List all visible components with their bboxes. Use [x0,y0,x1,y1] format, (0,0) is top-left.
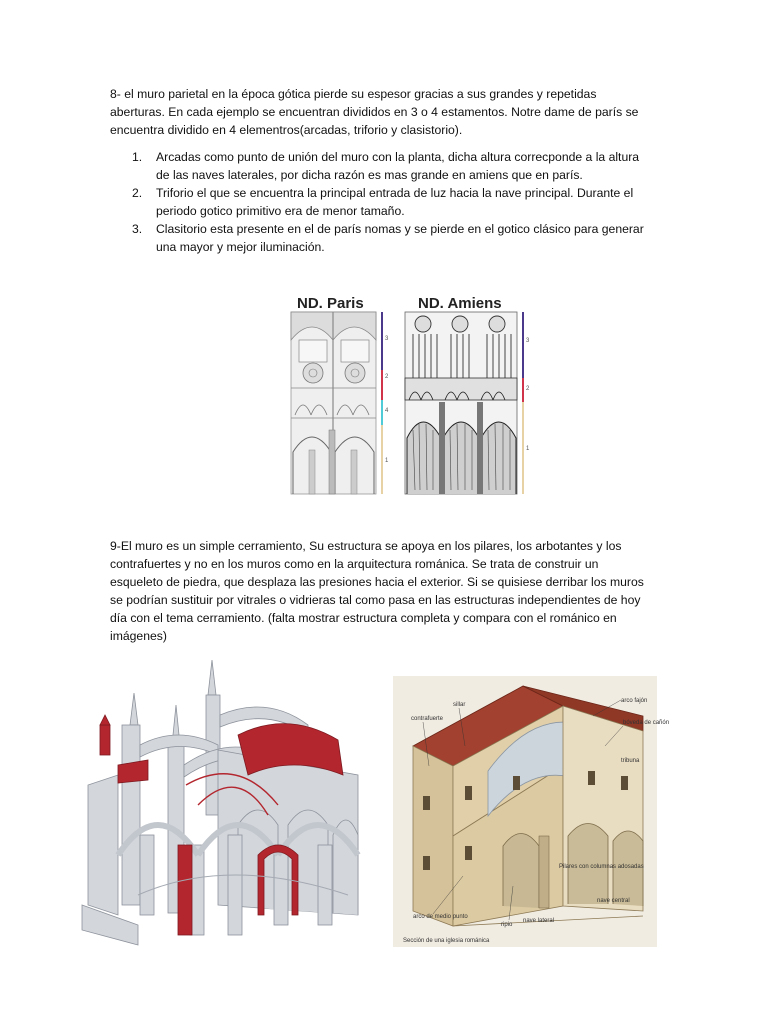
label-boveda: bóveda de cañón [623,720,670,726]
figure-caption: Sección de una iglesia románica [403,938,490,944]
amiens-elevation-drawing [405,312,517,494]
amiens-label: ND. Amiens [418,295,502,312]
svg-text:4: 4 [385,408,389,414]
elevation-comparison-figure [285,290,535,500]
label-arco-medio: arco de medio punto [413,914,468,920]
label-tribuna: tribuna [621,758,640,764]
label-arco-fajon: arco fajón [621,698,648,704]
elements-list [110,148,650,256]
romanesque-section-illustration [393,676,670,947]
list-item-text: Arcadas como punto de unión del muro con la planta, dicha altura correcponde a la altura de las naves laterales, por dicha razón es mas grande en amiens que en parís. [156,150,640,182]
list-item: 2. Triforio el que se encuentra la principal entrada de luz hacia la nave principal. Durante el periodo gotico primitivo era de menor tamaño. [132,186,634,218]
label-ripio: ripio [501,922,513,928]
label-nave-central: nave central [597,898,630,904]
list-item-text: Clasitorio esta presente en el de parís nomas y se pierde en el gotico clásico para generar una mayor y mejor iluminación. [156,222,644,254]
svg-text:1: 1 [385,458,389,464]
section-9-text: 9-El muro es un simple cerramiento, Su estructura se apoya en los pilares, los arbotantes y los contrafuertes y no en los muros como en la arquitectura románica. Se trata de construir un esqueleto de piedra, que desplaza las presiones hacia el exterior. Si se quisiese derribar los muros se podrían sustituir por vitrales o vidrieras tal como pasa en las estructuras independientes de hoy día con el tema cerramiento. (falta mostrar estructura completa y compara con el románico en imágenes) [110,539,644,643]
list-item-text: Triforio el que se encuentra la principal entrada de luz hacia la nave principal. Durante el periodo gotico primitivo era de menor tamaño. [156,186,634,218]
svg-text:1: 1 [526,446,530,452]
svg-text:3: 3 [526,338,530,344]
list-item: 1. Arcadas como punto de unión del muro con la planta, dicha altura correcponde a la altura de las naves laterales, por dicha razón es mas grande en amiens que en parís. [132,150,640,182]
svg-text:3: 3 [385,336,389,342]
paris-elevation-drawing [291,312,376,494]
svg-text:2: 2 [526,386,530,392]
list-item: 3. Clasitorio esta presente en el de parís nomas y se pierde en el gotico clásico para generar una mayor y mejor iluminación. [132,222,644,254]
label-pilares: Pilares con columnas adosadas [559,864,644,870]
label-sillar: sillar [453,702,466,708]
label-contrafuerte: contrafuerte [411,716,444,722]
gothic-structure-illustration [78,655,380,951]
section-8-intro: 8- el muro parietal en la época gótica pierde su espesor gracias a sus grandes y repetidas aberturas. En cada ejemplo se encuentran divididos en 3 o 4 estamentos. Notre dame de parís se encuentra dividido en 4 elementros(arcadas, triforio y clasistorio). [110,87,639,137]
paris-label: ND. Paris [297,295,364,312]
label-nave-lateral: nave lateral [523,918,555,924]
svg-text:2: 2 [385,374,389,380]
